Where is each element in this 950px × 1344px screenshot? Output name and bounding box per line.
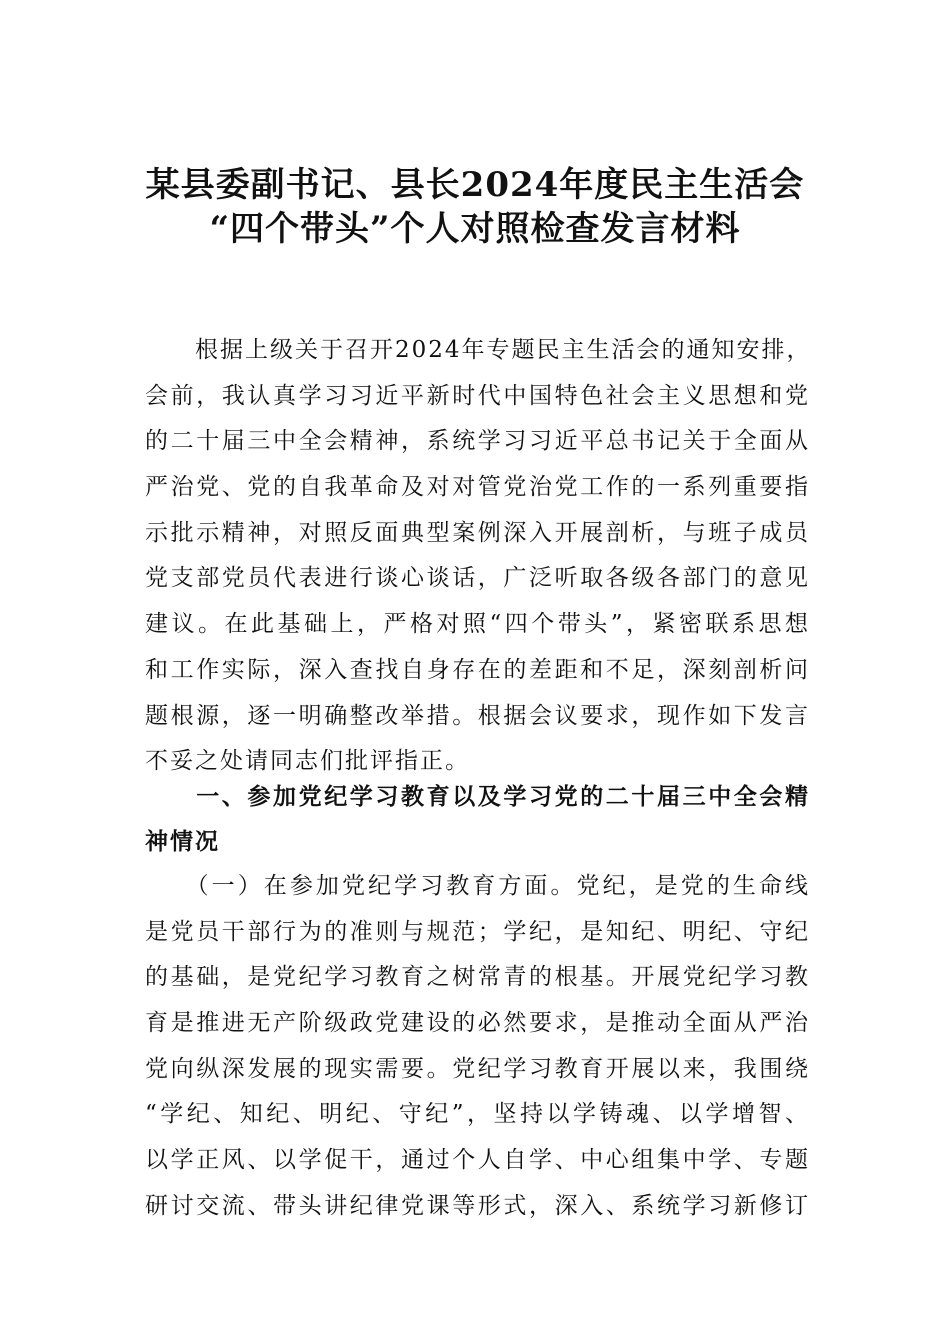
paragraph-line: 会前，我认真学习习近平新时代中国特色社会主义思想和党 bbox=[145, 382, 810, 409]
paragraph-line: 和工作实际，深入查找自身存在的差距和不足，深刻剖析问 bbox=[145, 656, 810, 683]
intro-paragraph bbox=[145, 328, 810, 785]
paragraph-line: 题根源，逐一明确整改举措。根据会议要求，现作如下发言 bbox=[145, 702, 810, 729]
heading-line: 一、参加党纪学习教育以及学习党的二十届三中全会精 bbox=[145, 784, 810, 810]
paragraph-line: 的二十届三中全会精神，系统学习习近平总书记关于全面从 bbox=[145, 428, 810, 455]
paragraph-line: 示批示精神，对照反面典型案例深入开展剖析，与班子成员 bbox=[145, 519, 810, 546]
section-heading-1 bbox=[145, 775, 810, 865]
paragraph-line: 以学正风、以学促干，通过个人自学、中心组集中学、专题 bbox=[145, 1147, 810, 1174]
heading-line: 神情况 bbox=[145, 829, 220, 855]
paragraph-line: 是党员干部行为的准则与规范；学纪，是知纪、明纪、守纪 bbox=[145, 918, 810, 945]
paragraph-line: 党向纵深发展的现实需要。党纪学习教育开展以来，我围绕 bbox=[145, 1055, 810, 1082]
paragraph-line: 党支部党员代表进行谈心谈话，广泛听取各级各部门的意见 bbox=[145, 565, 810, 592]
paragraph-line: 不妥之处请同志们批评指正。 bbox=[145, 748, 470, 775]
document-title-line-1: 某县委副书记、县长2024年度民主生活会 bbox=[145, 165, 805, 205]
paragraph-line: 根据上级关于召开2024年专题民主生活会的通知安排， bbox=[145, 337, 812, 363]
paragraph-line: 育是推进无产阶级政党建设的必然要求，是推动全面从严治 bbox=[145, 1010, 810, 1037]
paragraph-line: “学纪、知纪、明纪、守纪”，坚持以学铸魂、以学增智、 bbox=[145, 1101, 810, 1128]
subsection-paragraph bbox=[145, 864, 810, 1230]
document-title-line-2: “四个带头”个人对照检查发言材料 bbox=[209, 209, 741, 249]
paragraph-line: 严治党、党的自我革命及对对管党治党工作的一系列重要指 bbox=[145, 474, 810, 501]
paragraph-line: （一）在参加党纪学习教育方面。党纪，是党的生命线 bbox=[145, 873, 810, 899]
paragraph-line: 研讨交流、带头讲纪律党课等形式，深入、系统学习新修订 bbox=[145, 1192, 810, 1219]
paragraph-line: 的基础，是党纪学习教育之树常青的根基。开展党纪学习教 bbox=[145, 964, 810, 991]
paragraph-line: 建议。在此基础上，严格对照“四个带头”，紧密联系思想 bbox=[145, 611, 810, 638]
